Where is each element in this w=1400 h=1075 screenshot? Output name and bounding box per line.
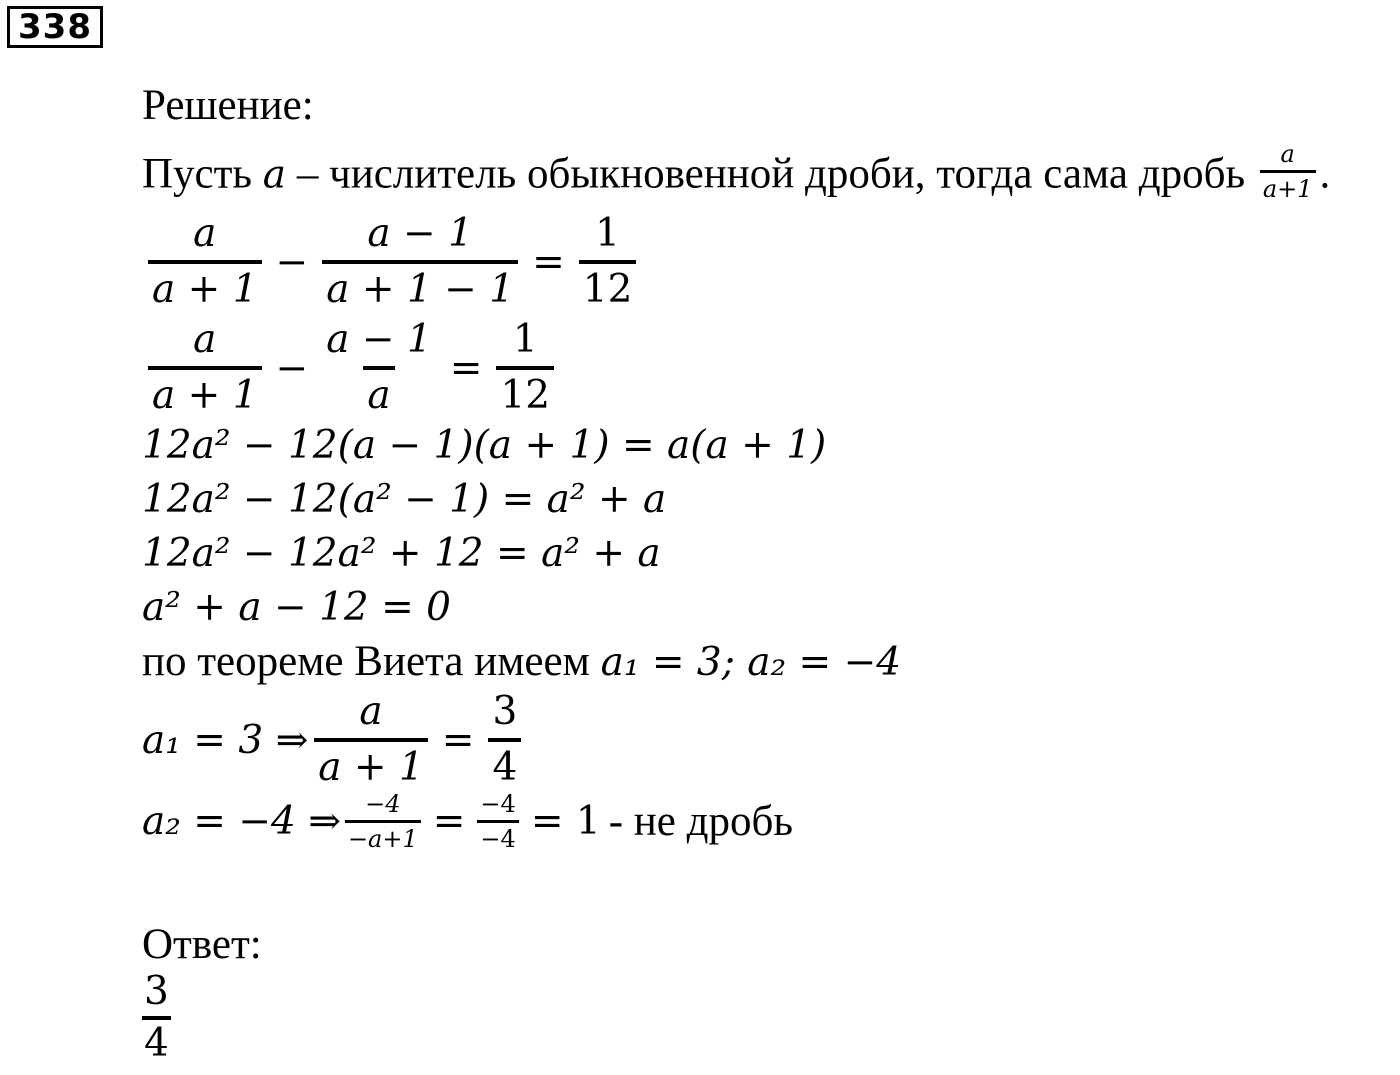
intro-line (142, 140, 1331, 209)
equation-4: 12a² − 12(a² − 1) = a² + a (142, 477, 667, 522)
root-2-result: = 1 (530, 799, 601, 844)
eq2-fraction-2 (322, 318, 436, 418)
vieta-text: по теореме Виета имеем (142, 638, 590, 685)
intro-fraction-denominator: a+1 (1260, 170, 1316, 203)
root-2-note: - не дробь (608, 797, 793, 845)
answer-heading: Ответ: (142, 921, 262, 968)
vieta-line (142, 638, 901, 687)
eq2-f3-numerator: 1 (512, 317, 538, 362)
eq1-f1-numerator: a (193, 211, 217, 256)
root-1-result-denominator: 4 (488, 738, 521, 790)
root-2-f1-numerator: −4 (365, 790, 401, 818)
equation-5: 12a² − 12a² + 12 = a² + a (142, 531, 661, 576)
root-2-f2-denominator: −4 (477, 820, 518, 853)
eq1-fraction-3 (579, 212, 637, 312)
intro-variable: a (262, 152, 287, 198)
root-1-fraction-denominator: a + 1 (314, 738, 428, 790)
root-1-equals: = (441, 717, 475, 763)
answer-numerator: 3 (144, 969, 169, 1014)
eq1-equals: = (532, 239, 565, 285)
eq2-f1-numerator: a (193, 317, 217, 362)
eq1-fraction-2 (322, 212, 518, 312)
root-2-lhs: a₂ = −4 ⇒ (142, 799, 341, 844)
eq2-fraction-1 (148, 318, 262, 418)
eq1-f2-denominator: a + 1 − 1 (322, 260, 518, 312)
equation-2 (142, 318, 560, 418)
eq1-f2-numerator: a − 1 (367, 211, 473, 256)
eq2-equals: = (449, 345, 483, 391)
root-2-line (142, 790, 793, 853)
answer-denominator: 4 (142, 1016, 171, 1066)
eq2-f2-denominator: a (363, 366, 394, 418)
eq1-f3-denominator: 12 (579, 260, 637, 312)
root-1-lhs: a₁ = 3 ⇒ (142, 717, 309, 763)
root-1-fraction-numerator: a (359, 689, 383, 734)
root-2-f1-denominator: −a+1 (345, 820, 421, 853)
problem-number-badge: 338 (7, 6, 103, 48)
intro-fraction-numerator: a (1280, 140, 1295, 168)
root-2-fraction-1 (345, 790, 421, 853)
answer-fraction (142, 970, 171, 1066)
eq2-f3-denominator: 12 (496, 366, 554, 418)
vieta-roots: a₁ = 3; a₂ = −4 (600, 640, 902, 685)
root-1-line (142, 690, 527, 790)
equation-1 (142, 212, 642, 312)
eq1-fraction-1 (148, 212, 262, 312)
solution-heading: Решение: (142, 82, 314, 129)
root-2-f2-numerator: −4 (480, 790, 516, 818)
eq2-minus: − (275, 345, 309, 391)
root-1-result-numerator: 3 (492, 689, 518, 734)
eq2-f2-numerator: a − 1 (326, 317, 432, 362)
intro-prefix: Пусть (142, 150, 253, 198)
root-1-result-fraction (488, 690, 521, 790)
eq1-f3-numerator: 1 (595, 211, 620, 256)
answer-fraction-line (142, 970, 177, 1066)
equation-3: 12a² − 12(a − 1)(a + 1) = a(a + 1) (142, 423, 827, 468)
intro-period: . (1319, 150, 1331, 198)
root-1-fraction (314, 690, 428, 790)
intro-text: – числитель обыкновенной дроби, тогда сама дробь (296, 150, 1246, 198)
eq2-f1-denominator: a + 1 (148, 366, 262, 418)
intro-fraction (1260, 140, 1316, 203)
root-2-equals: = (432, 799, 466, 844)
eq2-fraction-3 (496, 318, 554, 418)
root-2-fraction-2 (477, 790, 518, 853)
eq1-minus: − (275, 239, 309, 285)
equation-6: a² + a − 12 = 0 (142, 585, 451, 630)
eq1-f1-denominator: a + 1 (148, 260, 262, 312)
